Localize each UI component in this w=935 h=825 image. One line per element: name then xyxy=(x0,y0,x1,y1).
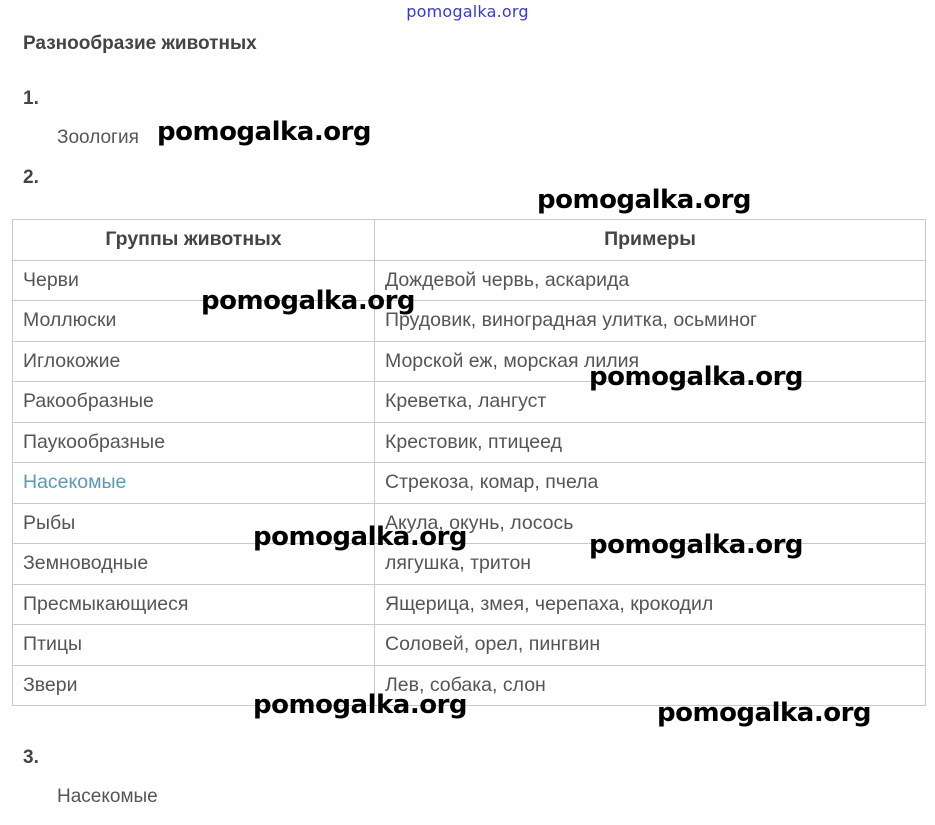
examples-cell: Лев, собака, слон xyxy=(375,665,926,706)
table-body xyxy=(13,260,926,706)
watermark: pomogalka.org xyxy=(589,362,804,392)
animal-groups-table xyxy=(12,219,926,706)
examples-cell: Крестовик, птицеед xyxy=(375,422,926,463)
column-header-groups: Группы животных xyxy=(13,220,375,261)
table-row xyxy=(13,341,926,382)
examples-cell: Соловей, орел, пингвин xyxy=(375,625,926,666)
watermark: pomogalka.org xyxy=(253,690,468,720)
animal-group-cell: Черви xyxy=(13,260,375,301)
table-row xyxy=(13,463,926,504)
table-row xyxy=(13,301,926,342)
watermark: pomogalka.org xyxy=(589,530,804,560)
table-row xyxy=(13,260,926,301)
animal-group-cell: Иглокожие xyxy=(13,341,375,382)
watermark: pomogalka.org xyxy=(157,117,372,147)
animal-group-cell: Насекомые xyxy=(13,463,375,504)
examples-cell: Акула, окунь, лосось xyxy=(375,503,926,544)
question-1-number: 1. xyxy=(23,88,39,109)
question-3-number: 3. xyxy=(23,747,39,768)
examples-cell: Морской еж, морская лилия xyxy=(375,341,926,382)
animal-group-cell: Рыбы xyxy=(13,503,375,544)
examples-cell: Стрекоза, комар, пчела xyxy=(375,463,926,504)
animal-group-cell: Ракообразные xyxy=(13,382,375,423)
examples-cell: Ящерица, змея, черепаха, крокодил xyxy=(375,584,926,625)
table-row xyxy=(13,503,926,544)
animal-group-cell: Птицы xyxy=(13,625,375,666)
column-header-examples: Примеры xyxy=(375,220,926,261)
animal-group-cell: Паукообразные xyxy=(13,422,375,463)
table-row xyxy=(13,382,926,423)
table-row xyxy=(13,422,926,463)
table-row xyxy=(13,665,926,706)
site-link-top[interactable]: pomogalka.org xyxy=(406,2,529,21)
watermark: pomogalka.org xyxy=(657,698,872,728)
question-2-number: 2. xyxy=(23,167,39,188)
table-row xyxy=(13,584,926,625)
animal-group-cell: Звери xyxy=(13,665,375,706)
animal-group-cell: Пресмыкающиеся xyxy=(13,584,375,625)
animal-group-cell: Моллюски xyxy=(13,301,375,342)
table-row xyxy=(13,625,926,666)
page-title: Разнообразие животных xyxy=(23,33,257,54)
examples-cell: Дождевой червь, аскарида xyxy=(375,260,926,301)
watermark: pomogalka.org xyxy=(253,522,468,552)
examples-cell: лягушка, тритон xyxy=(375,544,926,585)
question-3-answer: Насекомые xyxy=(57,786,158,807)
examples-cell: Креветка, лангуст xyxy=(375,382,926,423)
watermark: pomogalka.org xyxy=(201,286,416,316)
table-header-row xyxy=(13,220,926,261)
watermark: pomogalka.org xyxy=(537,185,752,215)
question-1-answer: Зоология xyxy=(57,127,139,148)
examples-cell: Прудовик, виноградная улитка, осьминог xyxy=(375,301,926,342)
animal-group-cell: Земноводные xyxy=(13,544,375,585)
table-row xyxy=(13,544,926,585)
